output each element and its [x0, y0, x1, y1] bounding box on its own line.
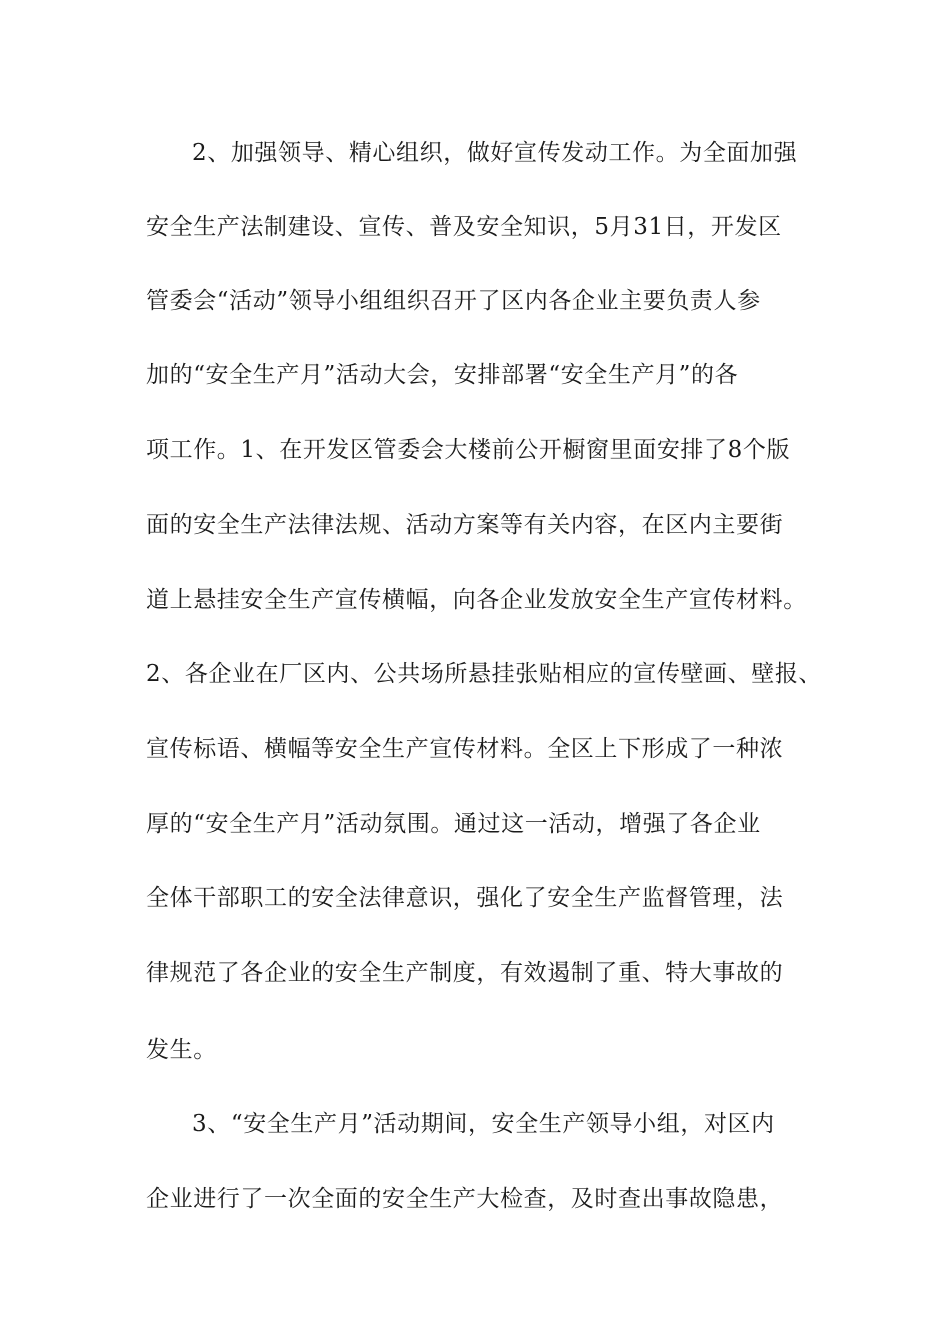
paragraph-2-line-8: 2、各企业在厂区内、公共场所悬挂张贴相应的宣传壁画、壁报、	[146, 661, 823, 687]
paragraph-2-line-9: 宣传标语、横幅等安全生产宣传材料。全区上下形成了一种浓	[146, 736, 784, 762]
paragraph-2-line-12: 律规范了各企业的安全生产制度，有效遏制了重、特大事故的	[146, 960, 784, 986]
paragraph-2-line-2: 安全生产法制建设、宣传、普及安全知识，5月31日，开发区	[146, 214, 782, 240]
paragraph-2-line-13: 发生。	[146, 1037, 217, 1063]
paragraph-3-line-2: 企业进行了一次全面的安全生产大检查，及时查出事故隐患，	[146, 1186, 784, 1212]
paragraph-2-line-1: 2、加强领导、精心组织，做好宣传发动工作。为全面加强	[192, 140, 798, 166]
paragraph-2-line-4: 加的“安全生产月”活动大会，安排部署“安全生产月”的各	[146, 362, 739, 388]
paragraph-2-line-3: 管委会“活动”领导小组组织召开了区内各企业主要负责人参	[146, 288, 761, 314]
paragraph-2-line-10: 厚的“安全生产月”活动氛围。通过这一活动，增强了各企业	[146, 811, 761, 837]
paragraph-3-line-1: 3、“安全生产月”活动期间，安全生产领导小组，对区内	[192, 1111, 775, 1137]
paragraph-2-line-6: 面的安全生产法律法规、活动方案等有关内容，在区内主要街	[146, 512, 784, 538]
paragraph-2-line-5: 项工作。1、在开发区管委会大楼前公开橱窗里面安排了8个版	[146, 437, 791, 463]
paragraph-2-line-11: 全体干部职工的安全法律意识，强化了安全生产监督管理，法	[146, 885, 784, 911]
paragraph-2-line-7: 道上悬挂安全生产宣传横幅，向各企业发放安全生产宣传材料。	[146, 587, 807, 613]
